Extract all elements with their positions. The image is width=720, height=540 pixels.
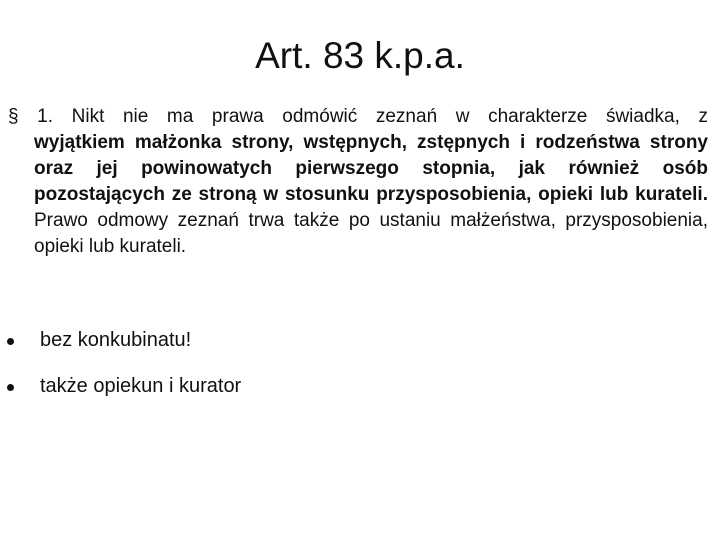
paragraph-first-line: § 1. Nikt nie ma prawa odmówić zeznań w charakterze świadka, z bbox=[8, 106, 708, 127]
bullet-dot-icon bbox=[7, 384, 14, 391]
bullet-item bbox=[0, 323, 700, 369]
bullet-text: bez konkubinatu! bbox=[40, 329, 192, 351]
paragraph-bold-text: wyjątkiem małżonka strony, wstępnych, zstępnych i rodzeństwa strony oraz jej powinowatych pierwszego stopnia, jak również osób pozostających ze stroną w stosunku przysposobienia, opieki lub kurateli. bbox=[34, 132, 708, 205]
article-paragraph bbox=[8, 104, 708, 260]
bullet-list bbox=[0, 323, 700, 415]
paragraph-normal-text: Prawo odmowy zeznań trwa także po ustaniu małżeństwa, przysposobienia, opieki lub kurateli. bbox=[34, 210, 708, 257]
bullet-item bbox=[0, 369, 700, 415]
bullet-text: także opiekun i kurator bbox=[40, 375, 242, 397]
slide-title: Art. 83 k.p.a. bbox=[255, 35, 465, 76]
paragraph-continuation bbox=[8, 130, 708, 260]
bullet-dot-icon bbox=[7, 338, 14, 345]
